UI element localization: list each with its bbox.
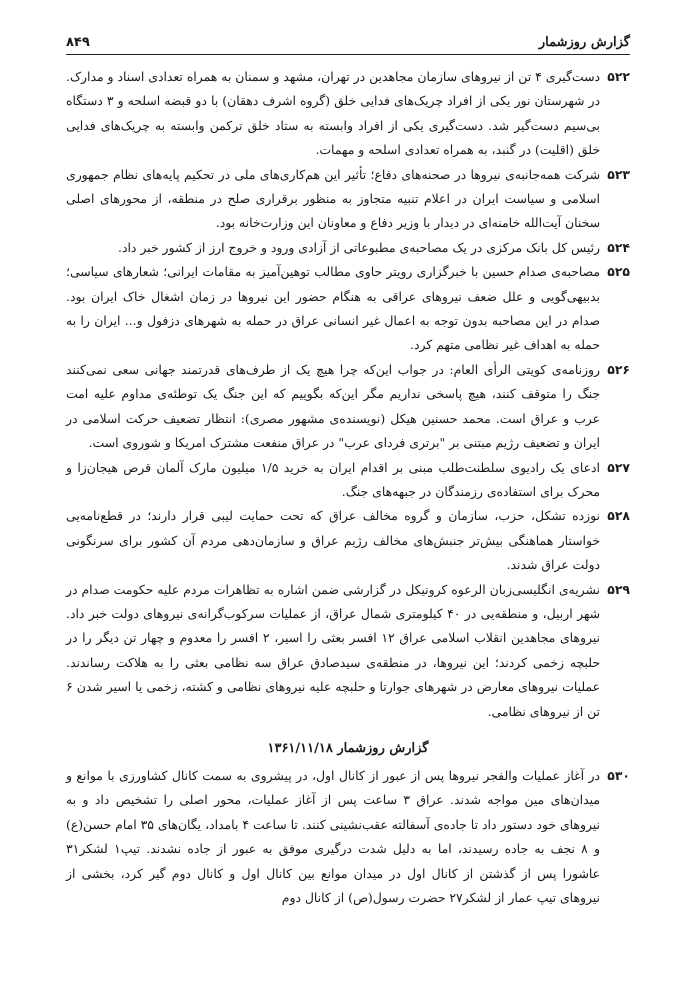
entry-number: ۵۲۵ — [607, 264, 630, 280]
entries-list-2 — [66, 764, 630, 905]
entry-text: در آغاز عملیات والفجر نیروها پس از عبور از کانال اول، در پیشروی به سمت کانال کشاورزی با موانع و میدان‌های مین مواجه شدند. عراق ۳ ساعت پس از آغاز عملیات، محور اصلی را تشخیص داد و به نیروهای خود دستور داد تا جاده‌ی آسفالته عقب‌نشینی کنند. تا ساعت ۴ بامداد، یگان‌های ۳۵ امام حسن(ع) و ۸ نجف به جاده رسیدند، اما به دلیل شدت درگیری موفق به عبور از جاده نشدند. تیپ۱ لشکر۳۱ عاشورا پس از گذشتن از کانال اول در میدان موانع بین کانال اول و کانال دوم گیر کرد، بخشی از نیروهای تیپ عمار از لشکر۲۷ حضرت رسول(ص) از کانال دوم — [66, 767, 601, 905]
entry-522 — [66, 65, 630, 163]
entry-text: دست‌گیری ۴ تن از نیروهای سازمان مجاهدین در تهران، مشهد و سمنان به همراه تعدادی اسناد و مدارک. در شهرستان نور یکی از افراد چریک‌های فدایی خلق (گروه اشرف دهقان) با دو قبضه اسلحه و ۳ دستگاه بی‌سیم دست‌گیر شد. دست‌گیری یکی از افراد وابسته به ستاد خلق ترکمن وابسته به چریک‌های فدایی خلق (اقلیت) در گنبد، به همراه تعدادی اسلحه و مهمات. — [66, 69, 600, 158]
entry-529 — [66, 578, 630, 724]
entry-524 — [66, 236, 630, 260]
header-title: گزارش روزشمار — [538, 35, 630, 50]
entry-528 — [66, 504, 630, 577]
entry-number: ۵۲۶ — [607, 361, 630, 377]
entry-text: رئیس کل بانک مرکزی در یک مصاحبه‌ی مطبوعاتی از آزادی ورود و خروج ارز از کشور خبر داد. — [118, 239, 600, 255]
entry-number: ۵۲۸ — [607, 508, 630, 524]
entry-number: ۵۲۷ — [607, 459, 630, 475]
entry-526 — [66, 358, 630, 456]
entry-text: نوزده تشکل، حزب، سازمان و گروه مخالف عراق که تحت حمایت لیبی قرار دارند؛ در قطع‌نامه‌یی خواستار هماهنگی بیش‌تر جنبش‌های مخالف رژیم عراق و سازمان‌دهی مردم آن کشور برای سرنگونی دولت عراق شدند. — [66, 508, 600, 573]
entry-number: ۵۲۹ — [607, 581, 630, 597]
running-header — [66, 30, 630, 55]
entries-list-1 — [66, 65, 630, 724]
entry-number: ۵۲۴ — [607, 239, 630, 255]
section-heading: گزارش روزشمار ۱۳۶۱/۱۱/۱۸ — [267, 740, 429, 756]
entry-text: روزنامه‌ی کویتی الرأی العام: در جواب این‌که چرا هیچ یک از طرف‌های قدرتمند جهانی سعی نمی‌کنند جنگ را متوقف کنند، هیچ پاسخی نداریم مگر این‌که بگوییم که این جنگ یک توطئه‌ی مداوم علیه امت عرب و عراق است. محمد حسنین هیکل (نویسنده‌ی مشهور مصری): انتظار تضعیف حرکت اسلامی در ایران و تضعیف رژیم مبتنی بر "برتری فردای عرب" در عراق منفعت مشترک امریکا و شوروی است. — [66, 361, 600, 451]
entry-number: ۵۳۰ — [607, 767, 630, 783]
entry-text: مصاحبه‌ی صدام حسین با خبرگزاری رویتر حاوی مطالب توهین‌آمیز به مقامات ایرانی؛ شعارهای سیاسی؛ بدبیهی‌گویی و علل ضعف نیروهای عراقی به هنگام حضور این نیروها در زمان اشغال خاک ایران بود. صدام در این مصاحبه بدون توجه به اعمال غیر انسانی عراق در حمله به شهرهای دزفول و... ایران را به حمله به اهداف غیر نظامی متهم کرد. — [66, 264, 600, 353]
entry-527 — [66, 456, 630, 505]
entry-525 — [66, 260, 630, 358]
page-number: ۸۴۹ — [66, 35, 90, 50]
entry-530 — [66, 764, 630, 905]
entry-text: نشریه‌ی انگلیسی‌زبان الرعوه کرونیکل در گزارشی ضمن اشاره به تظاهرات مردم علیه حکومت صدام در شهر اربیل، و منطقه‌یی در ۴۰ کیلومتری شمال عراق، از عملیات سرکوب‌گرانه‌ی نیروهای دولت خبر داد. نیروهای مجاهدین انقلاب اسلامی عراق ۱۲ افسر بعثی را اسیر، ۲ افسر را معدوم و چهار تن دیگر را در حلبچه زخمی کردند؛ این نیروها، در منطقه‌ی سیدصادق عراق سه نظامی بعثی را به هلاکت رساندند. عملیات نیروهای معارض در شهرهای جوارتا و حلبچه علیه نیروهای نظامی و کشته، زخمی یا اسیر شدن ۶ تن از نیروهای نظامی. — [66, 581, 600, 719]
entry-number: ۵۲۳ — [607, 166, 630, 182]
entry-523 — [66, 163, 630, 236]
entry-text: ادعای یک رادیوی سلطنت‌طلب مبنی بر اقدام ایران به خرید ۱/۵ میلیون مارک آلمان قرص هیجان‌زا و محرک برای استفاده‌ی رزمندگان در جبهه‌های جنگ. — [66, 459, 600, 499]
entry-number: ۵۲۲ — [607, 69, 630, 84]
document-page — [66, 30, 630, 981]
entry-text: شرکت همه‌جانبه‌ی نیروها در صحنه‌های دفاع؛ تأثیر این هم‌کاری‌های ملی در تحکیم پایه‌های نظام جمهوری اسلامی و سیاست ایران در اعلام تنبیه متجاوز به منظور برقراری صلح در منطقه، از محورهای اصلی سخنان آیت‌الله خامنه‌ای در دیدار با وزیر دفاع و معاونان این وزارت‌خانه بود. — [66, 166, 600, 231]
